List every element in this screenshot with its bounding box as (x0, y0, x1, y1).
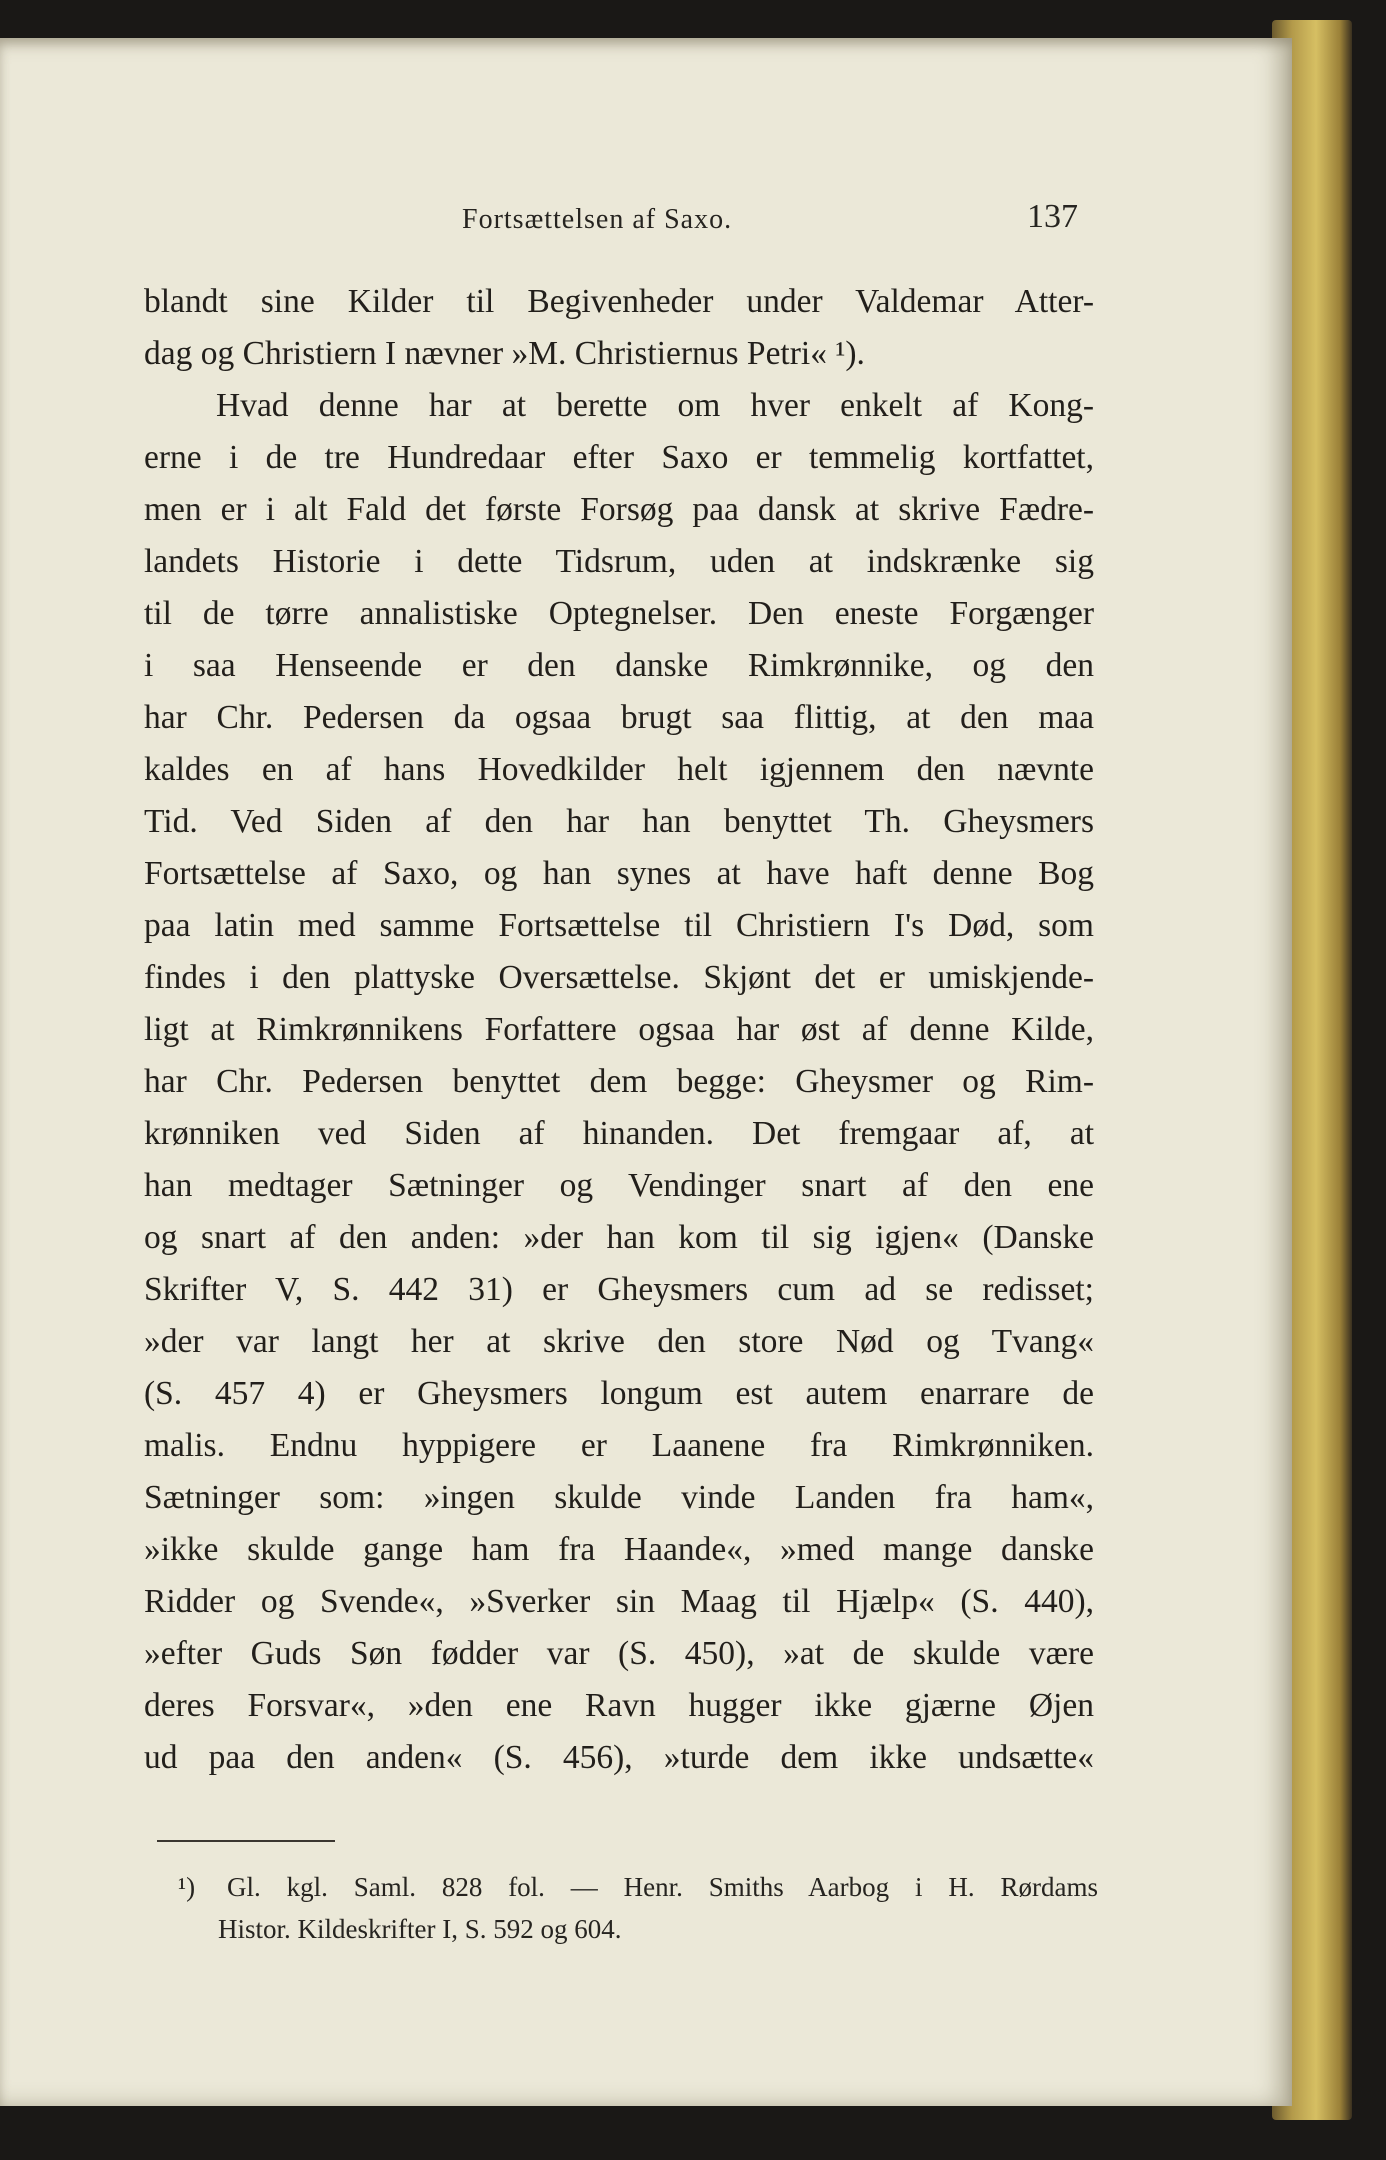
text-line: Ridder og Svende«, »Sverker sin Maag til Hjælp« (S. 440), (144, 1583, 1094, 1620)
text-line: men er i alt Fald det første Forsøg paa dansk at skrive Fædre- (144, 491, 1094, 528)
footnote-line: Histor. Kildeskrifter I, S. 592 og 604. (218, 1914, 622, 1944)
text-line: ligt at Rimkrønnikens Forfattere ogsaa har øst af denne Kilde, (144, 1011, 1094, 1048)
text-line: paa latin med samme Fortsættelse til Christiern I's Død, som (144, 907, 1094, 944)
text-line: »ikke skulde gange ham fra Haande«, »med mange danske (144, 1531, 1094, 1568)
text-line: Hvad denne har at berette om hver enkelt af Kong- (216, 387, 1094, 424)
footnote-text: Gl. kgl. Saml. 828 fol. — Henr. Smiths Aarbog i H. Rørdams (226, 1872, 1098, 1902)
text-line: kaldes en af hans Hovedkilder helt igjennem den nævnte (144, 751, 1094, 788)
text-line: og snart af den anden: »der han kom til sig igjen« (Danske (144, 1219, 1094, 1256)
text-line: Sætninger som: »ingen skulde vinde Landen fra ham«, (144, 1479, 1094, 1516)
text-line: »efter Guds Søn fødder var (S. 450), »at de skulde være (144, 1635, 1094, 1672)
text-line: deres Forsvar«, »den ene Ravn hugger ikke gjærne Øjen (144, 1687, 1094, 1724)
text-line: »der var langt her at skrive den store Nød og Tvang« (144, 1323, 1094, 1360)
text-line: ud paa den anden« (S. 456), »turde dem ikke undsætte« (144, 1739, 1094, 1776)
running-title: Fortsættelsen af Saxo. (462, 204, 733, 235)
text-line: har Chr. Pedersen da ogsaa brugt saa flittig, at den maa (144, 699, 1094, 736)
text-line: landets Historie i dette Tidsrum, uden at indskrænke sig (144, 543, 1094, 580)
footnotes (178, 1866, 1098, 1950)
text-line: dag og Christiern I nævner »M. Christiernus Petri« ¹). (144, 335, 865, 372)
footnote-line (178, 1866, 1098, 1908)
text-line: krønniken ved Siden af hinanden. Det fremgaar af, at (144, 1115, 1094, 1152)
text-line: Tid. Ved Siden af den har han benyttet Th. Gheysmers (144, 803, 1094, 840)
text-line: erne i de tre Hundredaar efter Saxo er temmelig kortfattet, (144, 439, 1094, 476)
text-line: Fortsættelse af Saxo, og han synes at have haft denne Bog (144, 855, 1094, 892)
text-line: malis. Endnu hyppigere er Laanene fra Rimkrønniken. (144, 1427, 1094, 1464)
text-line: blandt sine Kilder til Begivenheder under Valdemar Atter- (144, 283, 1094, 320)
text-line: han medtager Sætninger og Vendinger snart af den ene (144, 1167, 1094, 1204)
text-line: findes i den plattyske Oversættelse. Skjønt det er umiskjende- (144, 959, 1094, 996)
text-line: Skrifter V, S. 442 31) er Gheysmers cum ad se redisset; (144, 1271, 1094, 1308)
footnote-mark: ¹) (178, 1872, 196, 1902)
text-line: til de tørre annalistiske Optegnelser. Den eneste Forgænger (144, 595, 1094, 632)
footnote-rule (157, 1840, 335, 1842)
text-line: har Chr. Pedersen benyttet dem begge: Gheysmer og Rim- (144, 1063, 1094, 1100)
book-page (0, 38, 1292, 2106)
text-line: (S. 457 4) er Gheysmers longum est autem enarrare de (144, 1375, 1094, 1412)
body-text (144, 276, 1094, 1784)
page-number: 137 (1027, 198, 1078, 235)
text-line: i saa Henseende er den danske Rimkrønnike, og den (144, 647, 1094, 684)
running-head (0, 198, 1292, 248)
